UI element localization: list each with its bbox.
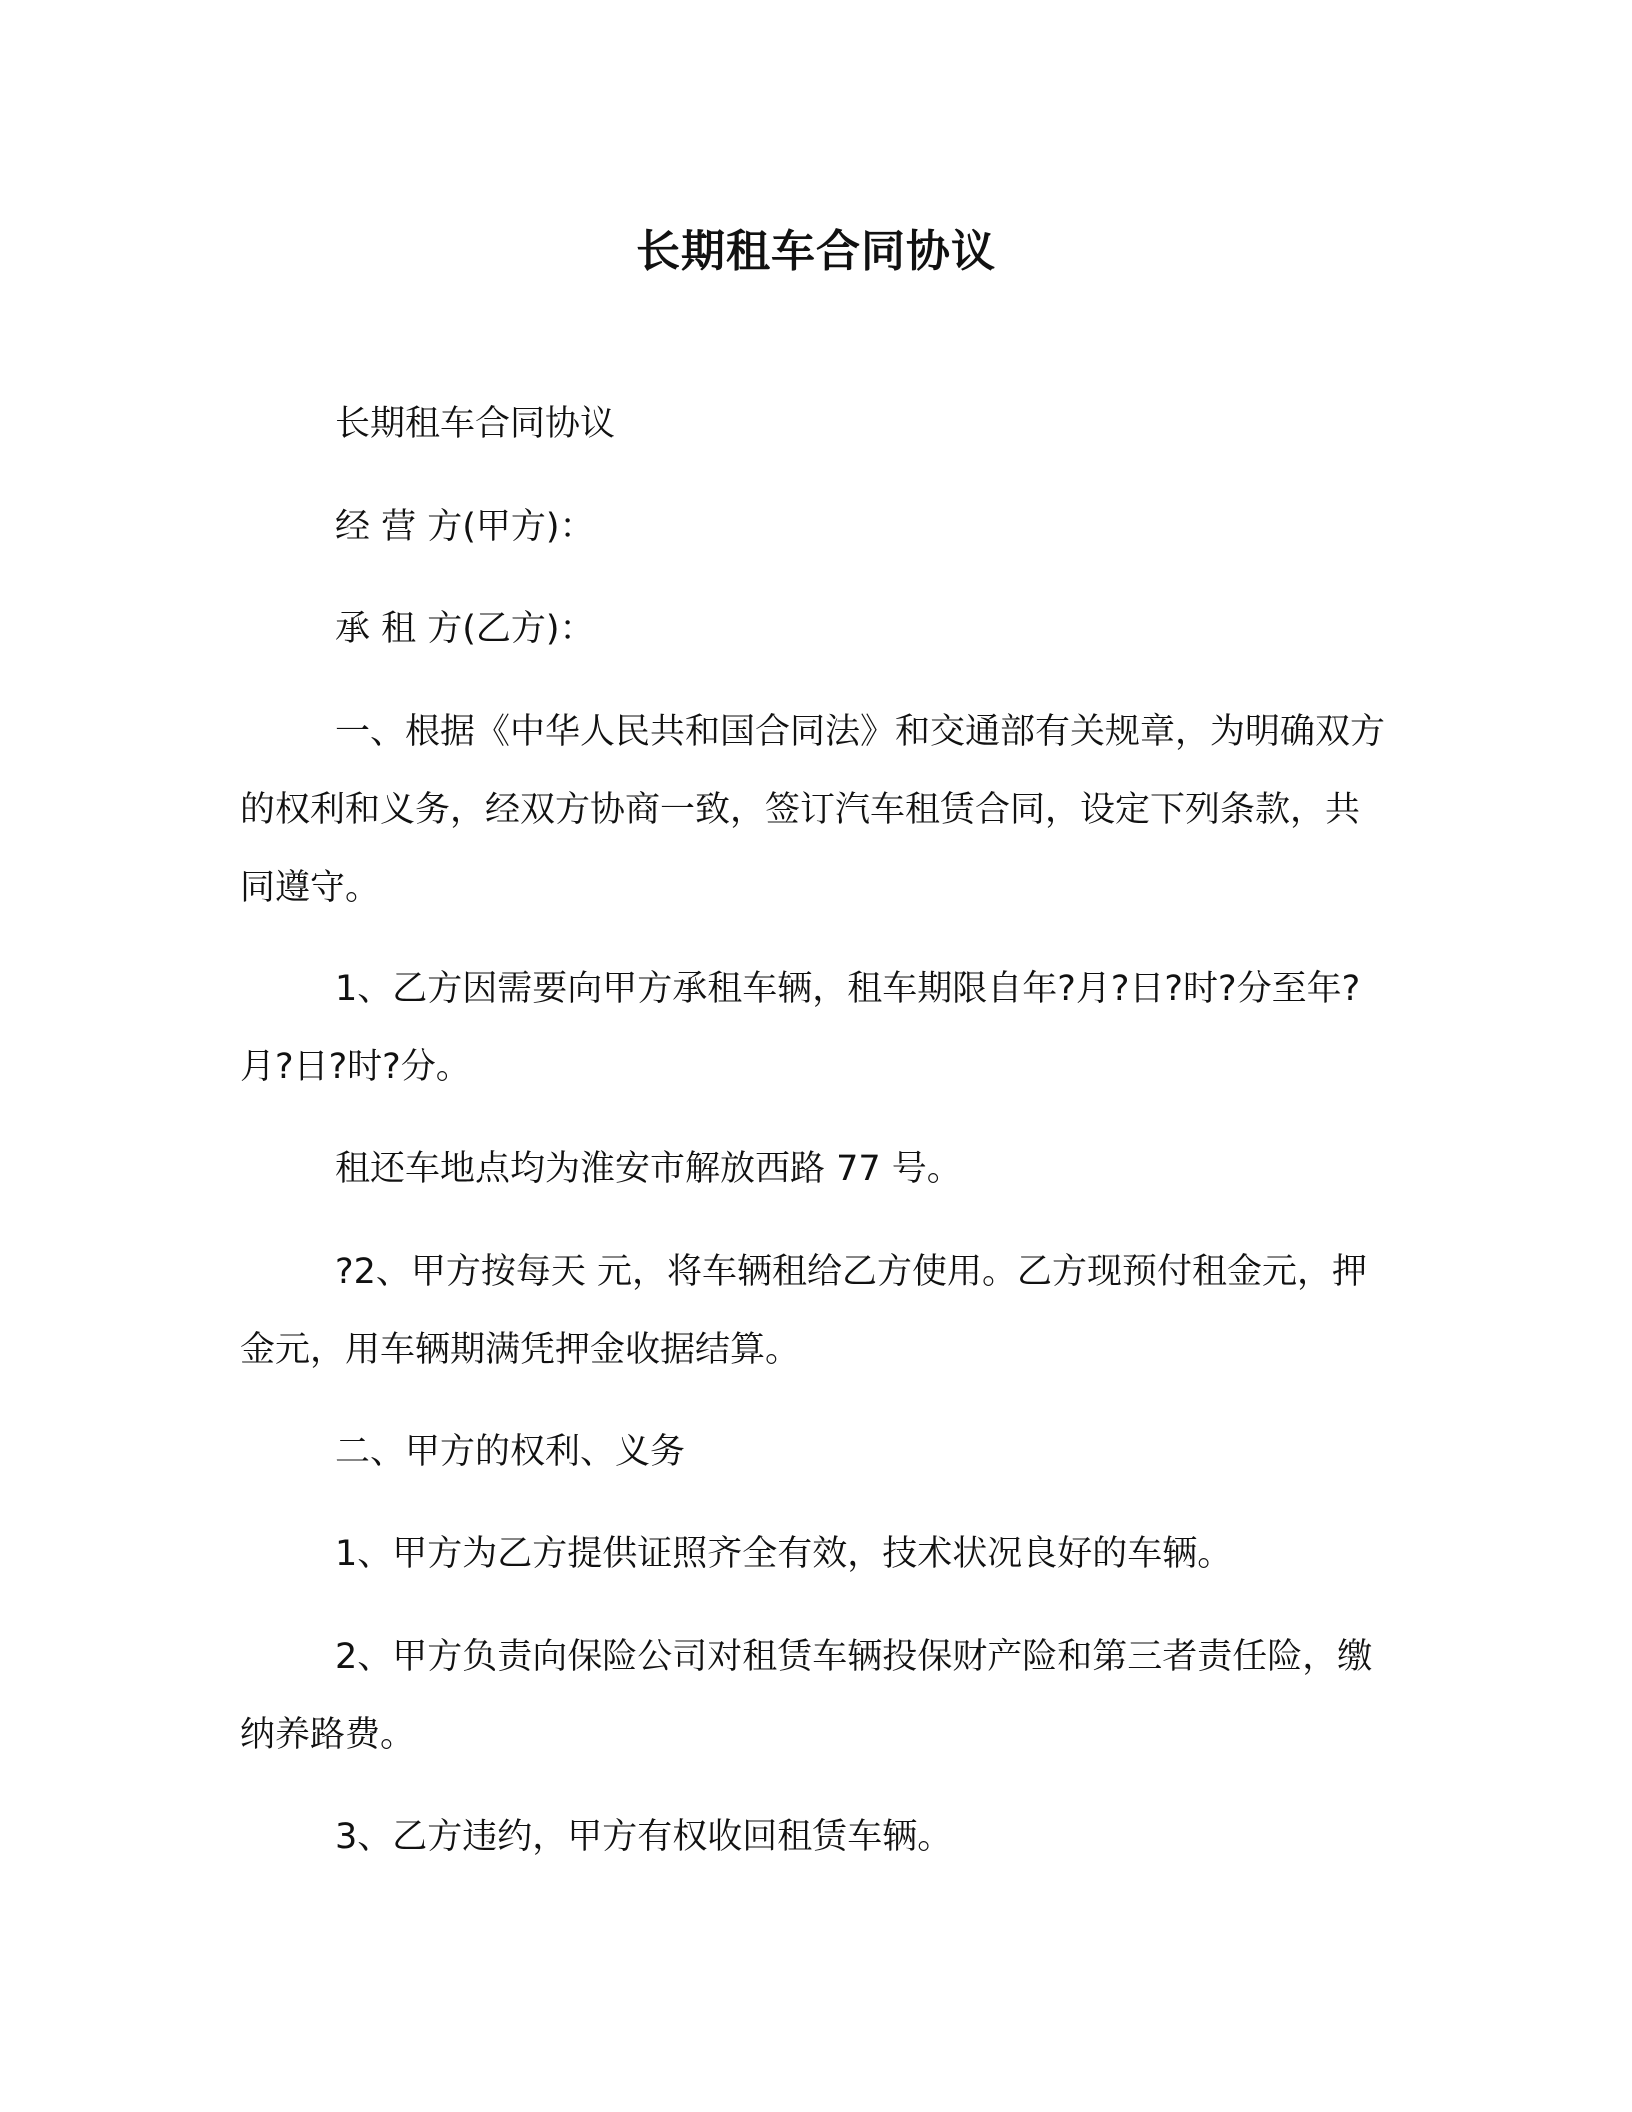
paragraph-clause-2-3: 3、乙方违约，甲方有权收回租赁车辆。 [335,1817,953,1857]
paragraph-clause-1-2: ?2、甲方按每天 元，将车辆租给乙方使用。乙方现预付租金元，押金元，用车辆期满凭押金收据结算。 [240,1252,1367,1370]
paragraph-location: 租还车地点均为淮安市解放西路 77 号。 [335,1149,962,1189]
paragraph-heading: 长期租车合同协议 [335,404,616,444]
paragraph-clause-2-1: 1、甲方为乙方提供证照齐全有效，技术状况良好的车辆。 [335,1534,1233,1574]
paragraph-party-b: 承 租 方(乙方)： [335,609,595,649]
paragraph-section-2: 二、甲方的权利、义务 [335,1432,686,1472]
paragraph-clause-1-1: 1、乙方因需要向甲方承租车辆，租车期限自年?月?日?时?分至年?月?日?时?分。 [240,969,1361,1087]
paragraph-section-1: 一、根据《中华人民共和国合同法》和交通部有关规章，为明确双方的权利和义务，经双方协商一致，签订汽车租赁合同，设定下列条款，共同遵守。 [240,712,1386,908]
document-title: 长期租车合同协议 [636,226,996,277]
paragraph-party-a: 经 营 方(甲方)： [335,507,595,547]
paragraph-clause-2-2: 2、甲方负责向保险公司对租赁车辆投保财产险和第三者责任险，缴纳养路费。 [240,1637,1373,1755]
